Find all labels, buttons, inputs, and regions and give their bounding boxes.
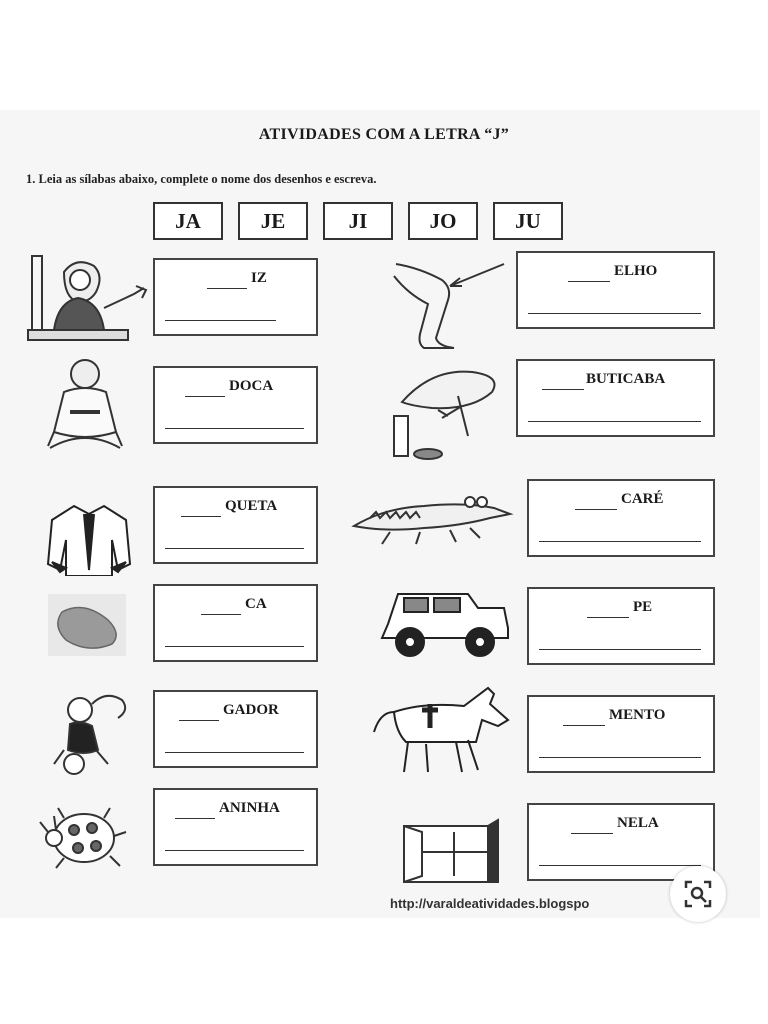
- answer-box: [153, 366, 318, 444]
- word-fragment: ANINHA: [219, 800, 280, 816]
- image-search-button[interactable]: [670, 866, 726, 922]
- papaya-icon: [48, 594, 126, 656]
- word-fragment: PE: [633, 599, 653, 615]
- donkey-icon: [368, 682, 518, 778]
- answer-box: [527, 479, 715, 557]
- word-fragment: NELA: [617, 815, 659, 831]
- word-fragment: GADOR: [223, 702, 279, 718]
- answer-box: [516, 359, 715, 437]
- judoka-icon: [40, 352, 130, 462]
- word-fragment: QUETA: [225, 498, 278, 514]
- answer-box: [527, 587, 715, 665]
- knee-icon: [386, 256, 508, 356]
- syllable-box: JI: [323, 202, 393, 240]
- word-fragment: BUTICABA: [586, 371, 666, 387]
- player-icon: [44, 684, 140, 780]
- worksheet-instruction: 1. Leia as sílabas abaixo, complete o nome dos desenhos e escreva.: [26, 172, 377, 186]
- word-fragment: IZ: [251, 270, 267, 286]
- jacket-icon: [44, 500, 134, 576]
- answer-box: [527, 695, 715, 773]
- syllable-box: JO: [408, 202, 478, 240]
- answer-box: [153, 690, 318, 768]
- alligator-icon: [350, 482, 514, 548]
- ladybug-icon: [34, 796, 130, 872]
- answer-box: [153, 584, 318, 662]
- word-fragment: DOCA: [229, 378, 274, 394]
- jeep-icon: [374, 580, 516, 660]
- word-fragment: CA: [245, 596, 267, 612]
- source-credit: http://varaldeatividades.blogspo: [390, 896, 590, 911]
- answer-box: [153, 788, 318, 866]
- answer-box: [153, 486, 318, 564]
- answer-box: [516, 251, 715, 329]
- judge-icon: [24, 252, 152, 344]
- window-icon: [400, 816, 504, 888]
- worksheet-title: ATIVIDADES COM A LETRA “J”: [258, 126, 510, 143]
- word-fragment: ELHO: [614, 263, 658, 279]
- syllable-box: JU: [493, 202, 563, 240]
- word-fragment: CARÉ: [621, 491, 664, 507]
- syllable-box: JA: [153, 202, 223, 240]
- image-search-icon: [670, 866, 726, 922]
- syllable-box: JE: [238, 202, 308, 240]
- word-fragment: MENTO: [609, 707, 666, 723]
- jabuticaba-tree-icon: [388, 362, 508, 462]
- answer-box: [153, 258, 318, 336]
